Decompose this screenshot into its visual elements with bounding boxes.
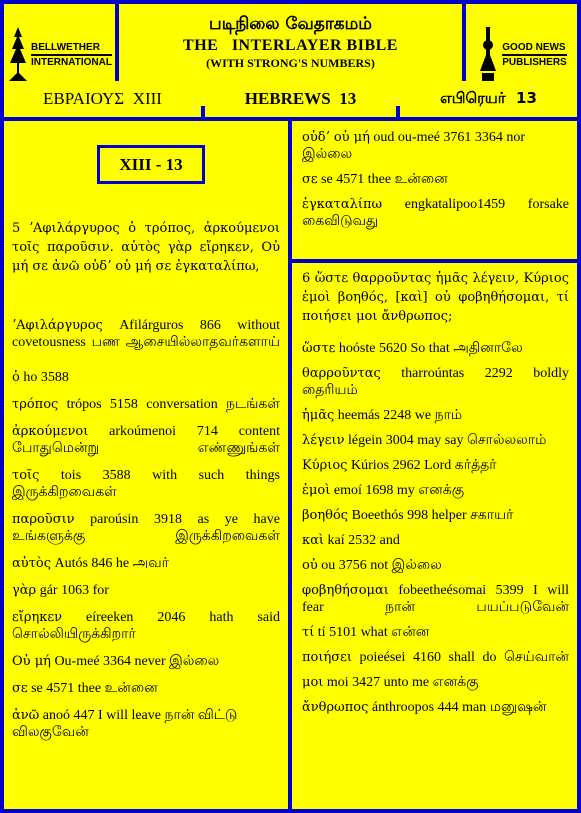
entry: ʼΑφιλάργυρος Afilárguros 866 without covetousness பண ஆசையில்லாதவர்களாய்: [12, 318, 280, 350]
entry: Κύριος Kúrios 2962 Lord கர்த்தர்: [302, 458, 497, 473]
entry: σε se 4571 thee உன்னை: [12, 681, 158, 696]
right-top-column: [292, 121, 577, 259]
title-tamil: படிநிலை வேதாகமம்: [209, 14, 372, 34]
trumpet-emblem-icon: [476, 25, 500, 85]
entry: οὐδʼ οὐ μή oud ou-meé 3761 3364 nor இல்லை: [302, 130, 526, 162]
entry: ἐγκαταλίπω engkatalipoo1459 forsake கைவிடுவது: [302, 197, 569, 229]
right-logo-line1: GOOD NEWS: [502, 41, 566, 56]
entry: ἐμοὶ emoí 1698 my எனக்கு: [302, 483, 465, 498]
entry: Οὐ μή Ou-meé 3364 never இல்லை: [12, 654, 220, 669]
entry: τί tí 5101 what என்ன: [302, 625, 430, 640]
entry: ἄνθρωπος ánthroopos 444 man மனுஷன்: [302, 700, 547, 715]
left-logo-line2: INTERNATIONAL: [31, 57, 112, 68]
entry: ἡμᾶς heemás 2248 we நாம்: [302, 408, 463, 423]
right-logo-line2: PUBLISHERS: [502, 57, 567, 68]
entry: ποιήσει poieései 4160 shall do செய்வான்: [302, 650, 569, 665]
entry: μοι moi 3427 unto me எனக்கு: [302, 675, 479, 690]
verse-6-text: 6 ὥστε θαρροῦντας ἡμᾶς λέγειν, Κύριος ἐμοὶ βοηθός, [καὶ] οὐ φοβηθήσομαι, τί ποιήσει μοι ἄνθρωπος;: [302, 271, 569, 324]
ref-tamil-text: எபிரெயர் 13: [440, 89, 537, 107]
entry: καὶ kaí 2532 and: [302, 533, 400, 548]
entry: εἴρηκεν eíreeken 2046 hath said சொல்லியிருக்கிறார்: [12, 610, 281, 642]
verse-number: XIII - 13: [119, 154, 183, 174]
verse-number-box: [97, 145, 205, 184]
title-main: THE INTERLAYER BIBLE: [183, 37, 398, 54]
entry: θαρροῦντας tharroúntas 2292 boldly தைரியம்: [302, 366, 569, 398]
entry: σε se 4571 thee உன்னை: [302, 172, 448, 187]
entry: ὥστε hoóste 5620 So that அதினாலே: [302, 341, 523, 356]
entry: γὰρ gár 1063 for: [12, 583, 109, 598]
ref-tamil: [400, 81, 577, 117]
entry: τοῖς tois 3588 with such things இருக்கிறவைகள்: [12, 468, 280, 500]
left-logo-line1: BELLWETHER: [31, 41, 112, 56]
entry: ἀνῶ anoó 447 I will leave நான் விட்டு விலகுவேன்: [12, 708, 238, 740]
entry: ἀρκούμενοι arkoúmenoi 714 content போதுமென்று எண்ணுங்கள்: [12, 424, 280, 456]
tree-emblem-icon: [7, 25, 29, 85]
ref-english-text: HEBREWS 13: [244, 89, 357, 108]
left-column: [4, 121, 288, 809]
entry: τρόπος trópos 5158 conversation நடங்கள்: [12, 397, 280, 412]
entry: παροῦσιν paroúsin 3918 as ye have உங்களுக்கு இருக்கிறவைகள்: [12, 512, 280, 544]
entry: αὐτὸς Autós 846 he அவர்: [12, 556, 169, 571]
ref-greek: [4, 81, 201, 117]
entry: οὐ ou 3756 not இல்லை: [302, 558, 442, 573]
entry: φοβηθήσομαι fobeetheésomai 5399 I will fear நான் பயப்படுவேன்: [302, 583, 570, 615]
ref-greek-text: ΕΒΡΑΙΟΥΣ XIII: [43, 89, 162, 108]
entry: βοηθός Boeethós 998 helper சகாயர்: [302, 508, 514, 523]
right-bottom-column: [292, 263, 577, 809]
verse-5-text: 5 ʼΑφιλάργυρος ὁ τρόπος, ἀρκούμενοι τοῖς παροῦσιν. αὐτὸς γὰρ εἴρηκεν, Οὐ μή σε ἀνῶ οὐδʼ οὐ μή σε ἐγκαταλίπω,: [12, 221, 280, 274]
title-sub: (WITH STRONG'S NUMBERS): [206, 56, 375, 70]
entry: ὁ ho 3588: [12, 370, 69, 385]
ref-english: [205, 81, 396, 117]
entry: λέγειν légein 3004 may say சொல்லலாம்: [302, 433, 547, 448]
